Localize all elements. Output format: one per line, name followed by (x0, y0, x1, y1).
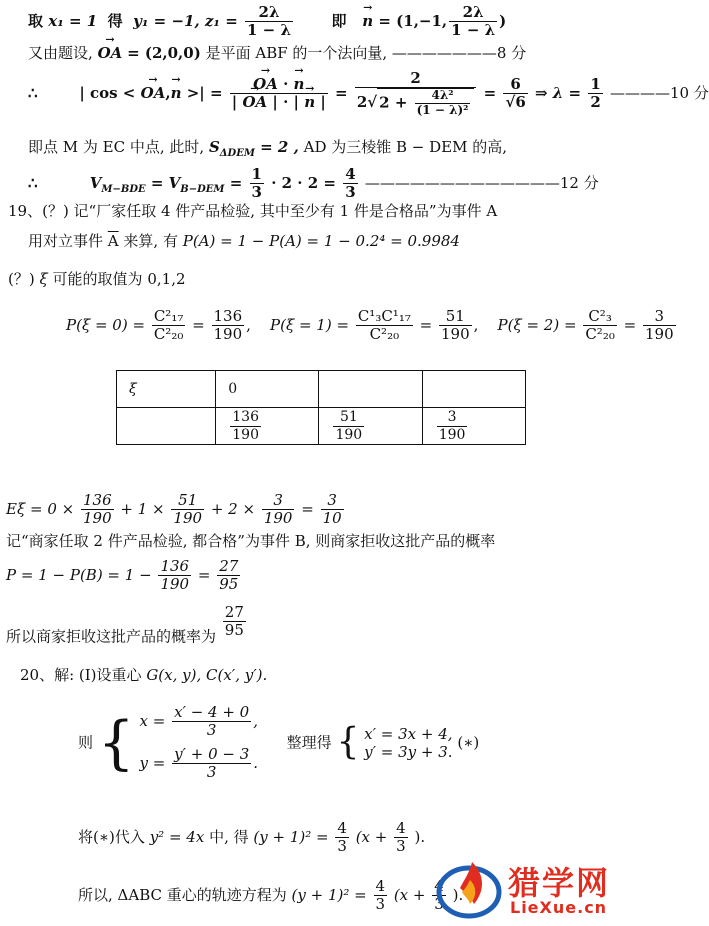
p19-expectation: Eξ = 0 × $\frac{136}{190}$ + 1 × $\frac{51}{190}$ + 2 × $\frac{3}{190}$ = $\frac{3}{10}$ (6, 491, 342, 528)
table-cell-xi: ξ (117, 371, 216, 408)
text-given: 又由题设, (28, 44, 93, 62)
p18-line3: ∴ | cos < → OA,→ n >| = → $\frac{OA \cdot \to n}{| \to OA | \cdot | \to n |}$ = 2 2√ 2 + $\frac{\text{4λ²}}{\text{(1 − λ)²}}$ = $\frac{6}{√6}$ ⇒ λ = $\frac{1}{2}$ ————10 分 (28, 70, 709, 118)
frac-sqrt: 2 2√ 2 + $\frac{\text{4λ²}}{\text{(1 − λ)²}}$ (355, 70, 477, 118)
watermark-name: 猎学网 (508, 864, 611, 902)
p19-line2: 用对立事件 $\overline{A}$ 来算, 有 P(A) = 1 − P(A) = 1 − 0.2⁴ = 0.9984 (28, 232, 460, 250)
text-complement: 用对立事件 (28, 232, 104, 250)
eq-g-c: G(x, y), C(x′, y′). (146, 666, 268, 684)
text-normal-vector: 是平面 ABF 的一个法向量, ———————8 分 (205, 44, 527, 62)
vec-oa: → OA (98, 44, 123, 62)
eq-cos: | cos < (79, 83, 136, 102)
frac-p2: $\frac{\text{C²₃}}{\text{C²₂₀}}$ (585, 307, 615, 344)
table-row (117, 371, 526, 408)
left-brace-icon: { (97, 708, 135, 777)
eq-oa: = (2,0,0) (127, 44, 201, 62)
table-cell-p2: $\frac{3}{190}$ (422, 408, 525, 445)
frac-2lambda-2: $\frac{2\lambda}{1 - \lambda}$ (451, 3, 496, 40)
p20-system: 则 { x = $\frac{x' - 4 + 0}{3}$ , y = $\frac{y' + 0 - 3}{3}$ . 整理得 { x′ = 3x + 4, y′ = 3y + 3. (∗) (78, 703, 480, 781)
xi-values: 0,1,2 (147, 270, 186, 288)
eq-nvec: = (1,−1, (378, 11, 448, 30)
watermark-url: LieXue.cn (510, 898, 608, 917)
eq-x1: x₁ = 1 (48, 11, 98, 30)
table-cell-p1: $\frac{51}{190}$ (319, 408, 422, 445)
frac-2lambda: $\frac{2\lambda}{1 - \lambda}$ (247, 3, 291, 40)
p19-title: 19、(？) 记“厂家任取 4 件产品检验, 其中至少有 1 件是合格品”为事件 A (8, 202, 498, 220)
vec-n: → n (362, 12, 373, 30)
frac-third: $\frac{1}{3}$ (251, 165, 262, 202)
table-cell-v0: 0 (216, 371, 319, 408)
table-cell-v2 (422, 371, 525, 408)
frac-p0: $\frac{\text{C²₁₇}}{\text{C²₂₀}}$ (153, 307, 184, 344)
p18-line2 (28, 44, 526, 62)
frac-dot: → $\frac{OA \cdot \to n}{| \to OA | \cdot | \to n |}$ (230, 76, 328, 112)
frac-p1-val: $\frac{51}{190}$ (441, 307, 470, 344)
p19-reject-prob: P = 1 − P(B) = 1 − $\frac{136}{190}$ = $\frac{27}{95}$ (6, 557, 239, 594)
p19-conclusion: 所以商家拒收这批产品的概率为 $\frac{27}{95}$ (6, 603, 244, 646)
p18-line1: 取 x₁ = 1 得 y₁ = −1, z₁ = $\frac{2\lambda}{1 - \lambda}$ 即 → n = (1,−1, $\frac{2\lambda}{1 - \lambda}$ ) (28, 4, 506, 40)
watermark-logo (434, 858, 639, 920)
frac-p1: $\frac{\text{C¹₃C¹₁₇}}{\text{C²₂₀}}$ (357, 307, 411, 344)
therefore-symbol: ∴ (28, 83, 38, 102)
text-height: AD 为三棱锥 B − DEM 的高, (303, 138, 508, 156)
text-de: 得 (107, 11, 123, 30)
frac-6-sqrt6: $\frac{6}{√6}$ (505, 75, 526, 112)
vec-oa-2: → OA (141, 84, 166, 102)
score-10: ————10 分 (610, 83, 709, 102)
score-12: —————————————12 分 (364, 173, 599, 192)
p19-line3: (？) ξ 可能的取值为 0,1,2 (8, 270, 186, 288)
eq-pa: P(A) = 1 − P(A) = 1 − 0.2⁴ = 0.9984 (182, 232, 460, 250)
vec-n-2: → n (171, 84, 182, 102)
p20-title: 20、解: (Ⅰ)设重心 G(x, y), C(x′, y′). (20, 666, 268, 684)
frac-four-thirds: $\frac{4}{3}$ (345, 165, 356, 202)
eq-area: $S_{\Delta DEM} = 2$ , (208, 138, 299, 159)
eq-lambda: ⇒ λ = (535, 83, 582, 102)
symbol-xi: ξ (39, 270, 48, 288)
text-ji: 即 (331, 11, 347, 30)
eq-volume: $V_{M-BDE} = V_{B-DEM}$ = (89, 173, 243, 195)
table-cell-p-label (117, 408, 216, 445)
text-take: 取 (28, 11, 44, 30)
text-midpoint: 即点 M 为 EC 中点, 此时, (28, 138, 205, 156)
p19-probabilities: P(ξ = 0) = $\frac{\text{C²₁₇}}{\text{C²₂₀}}$ = $\frac{136}{190}$ , P(ξ = 1) = $\frac{\text{C¹₃C¹₁₇}}{\text{C²₂₀}}$ = $\frac{51}{190}$ , P(ξ = 2) = $\frac{\text{C²₃}}{\text{C²₂₀}}$ = $\frac{3}{190}$ (66, 307, 674, 344)
frac-p2-val: $\frac{3}{190}$ (645, 307, 674, 344)
p18-line5: ∴ $V_{M-BDE} = V_{B-DEM}$ = $\frac{1}{3}$ · 2 · 2 = $\frac{4}{3}$ —————————————12 分 (28, 165, 599, 202)
table-row (117, 408, 526, 445)
frac-half: $\frac{1}{2}$ (590, 75, 601, 112)
table-cell-v1 (319, 371, 422, 408)
p20-final: 所以, ΔABC 重心的轨迹方程为 (y + 1)² = $\frac{4}{3}$ (x + $\frac{4}{3}$ ). (78, 877, 464, 914)
table-cell-p0: $\frac{136}{190}$ (216, 408, 319, 445)
p20-substitute: 将(∗)代入 y² = 4x 中, 得 (y + 1)² = $\frac{4}{3}$ (x + $\frac{4}{3}$ ). (78, 819, 426, 856)
therefore-symbol-2: ∴ (28, 173, 38, 192)
flame-logo-icon (434, 858, 504, 920)
eq-y1z1: y₁ = −1, z₁ = (133, 11, 238, 30)
frac-p0-val: $\frac{136}{190}$ (213, 307, 243, 344)
event-a-bar: $\overline{A}$ (107, 232, 119, 250)
left-brace-small-icon: { (336, 721, 360, 763)
p18-line4 (28, 138, 507, 160)
p19-event-b: 记“商家任取 2 件产品检验, 都合格”为事件 B, 则商家拒收这批产品的概率 (6, 532, 496, 550)
distribution-table (116, 370, 526, 445)
